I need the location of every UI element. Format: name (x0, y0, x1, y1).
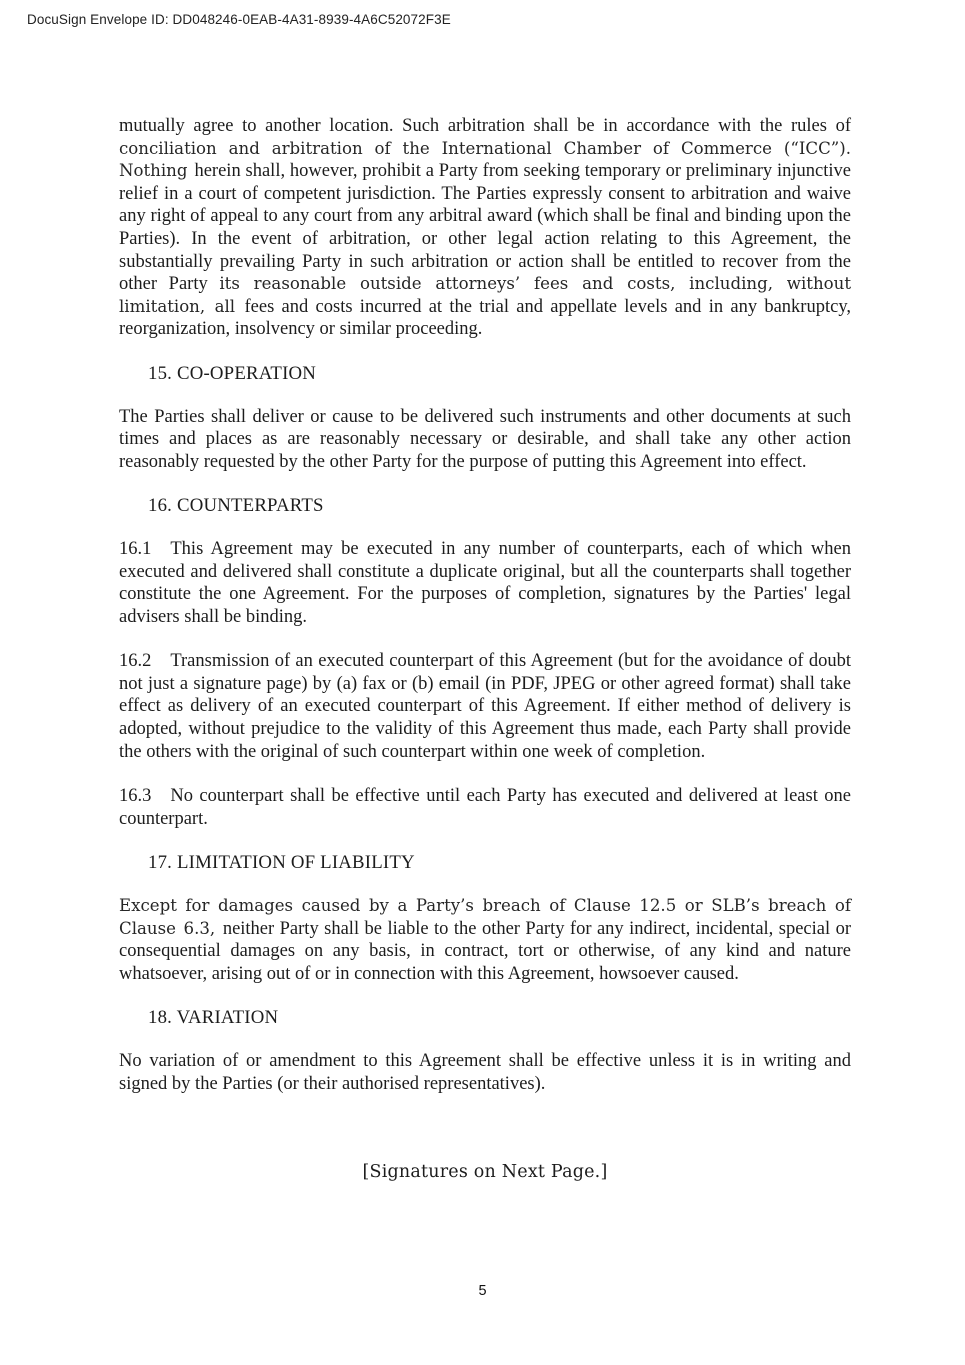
text-segment: conciliation and arbitration of the International Chamber of Commerce (“ICC”). Nothing (119, 138, 851, 181)
page-number: 5 (478, 1283, 487, 1299)
paragraph-limitation (119, 895, 851, 985)
clause-16-2 (119, 650, 851, 763)
clause-16-1 (119, 538, 851, 628)
paragraph-cooperation: The Parties shall deliver or cause to be delivered such instruments and other documents at such times and places as are reasonably necessary or desirable, and shall take any other action reasonably requested by the other Party for the purpose of putting this Agreement into effect. (119, 406, 851, 472)
clause-16-3 (119, 785, 851, 830)
heading-counterparts: 16. COUNTERPARTS (148, 495, 324, 517)
clause-number: 16.3 (119, 786, 152, 807)
text-segment: mutually agree to another location. Such arbitration shall be in accordance with the rules of (119, 116, 851, 136)
text-segment: fees and costs incurred at the trial and appellate levels and in any bankruptcy, reorganization, insolvency or similar proceeding. (119, 296, 851, 340)
paragraph-arbitration (119, 115, 851, 341)
clause-text: No counterpart shall be effective until each Party has executed and delivered at least one counterpart. (119, 786, 851, 829)
text-segment: its reasonable outside attorneys’ fees and costs, including, without limitation, all (119, 274, 851, 316)
clause-number: 16.1 (119, 538, 152, 559)
clause-number: 16.2 (119, 651, 152, 672)
docusign-envelope-id: DocuSign Envelope ID: DD048246-0EAB-4A31-8939-4A6C52072F3E (27, 12, 451, 27)
signatures-next-page-note: [Signatures on Next Page.] (362, 1162, 608, 1183)
text-segment: neither Party shall be liable to the other Party for any indirect, incidental, special or consequential damages on any basis, in contract, tort or otherwise, of any kind and nature whatsoever, arising out of or in connection with this Agreement, howsoever caused. (119, 918, 851, 984)
clause-text: This Agreement may be executed in any number of counterparts, each of which when executed and delivered shall constitute a duplicate original, but all the counterparts shall together constitute the one Agreement. For the purposes of completion, signatures by the Parties' legal advisers shall be binding. (119, 538, 851, 627)
heading-variation: 18. VARIATION (148, 1007, 279, 1029)
text-segment: herein shall, however, prohibit a Party from seeking temporary or preliminary injunctive relief in a court of competent jurisdiction. The Parties expressly consent to arbitration and waive any right of appeal to any court from any arbitral award (which shall be final and binding upon the Parties). In the event of arbitration, or other legal action relating to this Agreement, the substantially prevailing Party in such arbitration or action shall be entitled to recover from the other Party (119, 161, 851, 295)
heading-limitation-of-liability: 17. LIMITATION OF LIABILITY (148, 852, 415, 874)
clause-text: Transmission of an executed counterpart of this Agreement (but for the avoidance of doubt not just a signature page) by (a) fax or (b) email (in PDF, JPEG or other agreed format) shall take effect as delivery of an executed counterpart of this Agreement. If either method of delivery is adopted, without prejudice to the validity of this Agreement thus made, each Party shall provide the others with the original of such counterpart within one week of completion. (119, 651, 851, 762)
heading-cooperation: 15. CO-OPERATION (148, 362, 317, 384)
document-body (119, 0, 851, 1182)
paragraph-variation: No variation of or amendment to this Agreement shall be effective unless it is in writing and signed by the Parties (or their authorised representatives). (119, 1051, 851, 1094)
text-segment: Except for damages caused by a Party’s breach of Clause 12.5 or SLB’s breach of Clause 6.3, (119, 896, 851, 938)
